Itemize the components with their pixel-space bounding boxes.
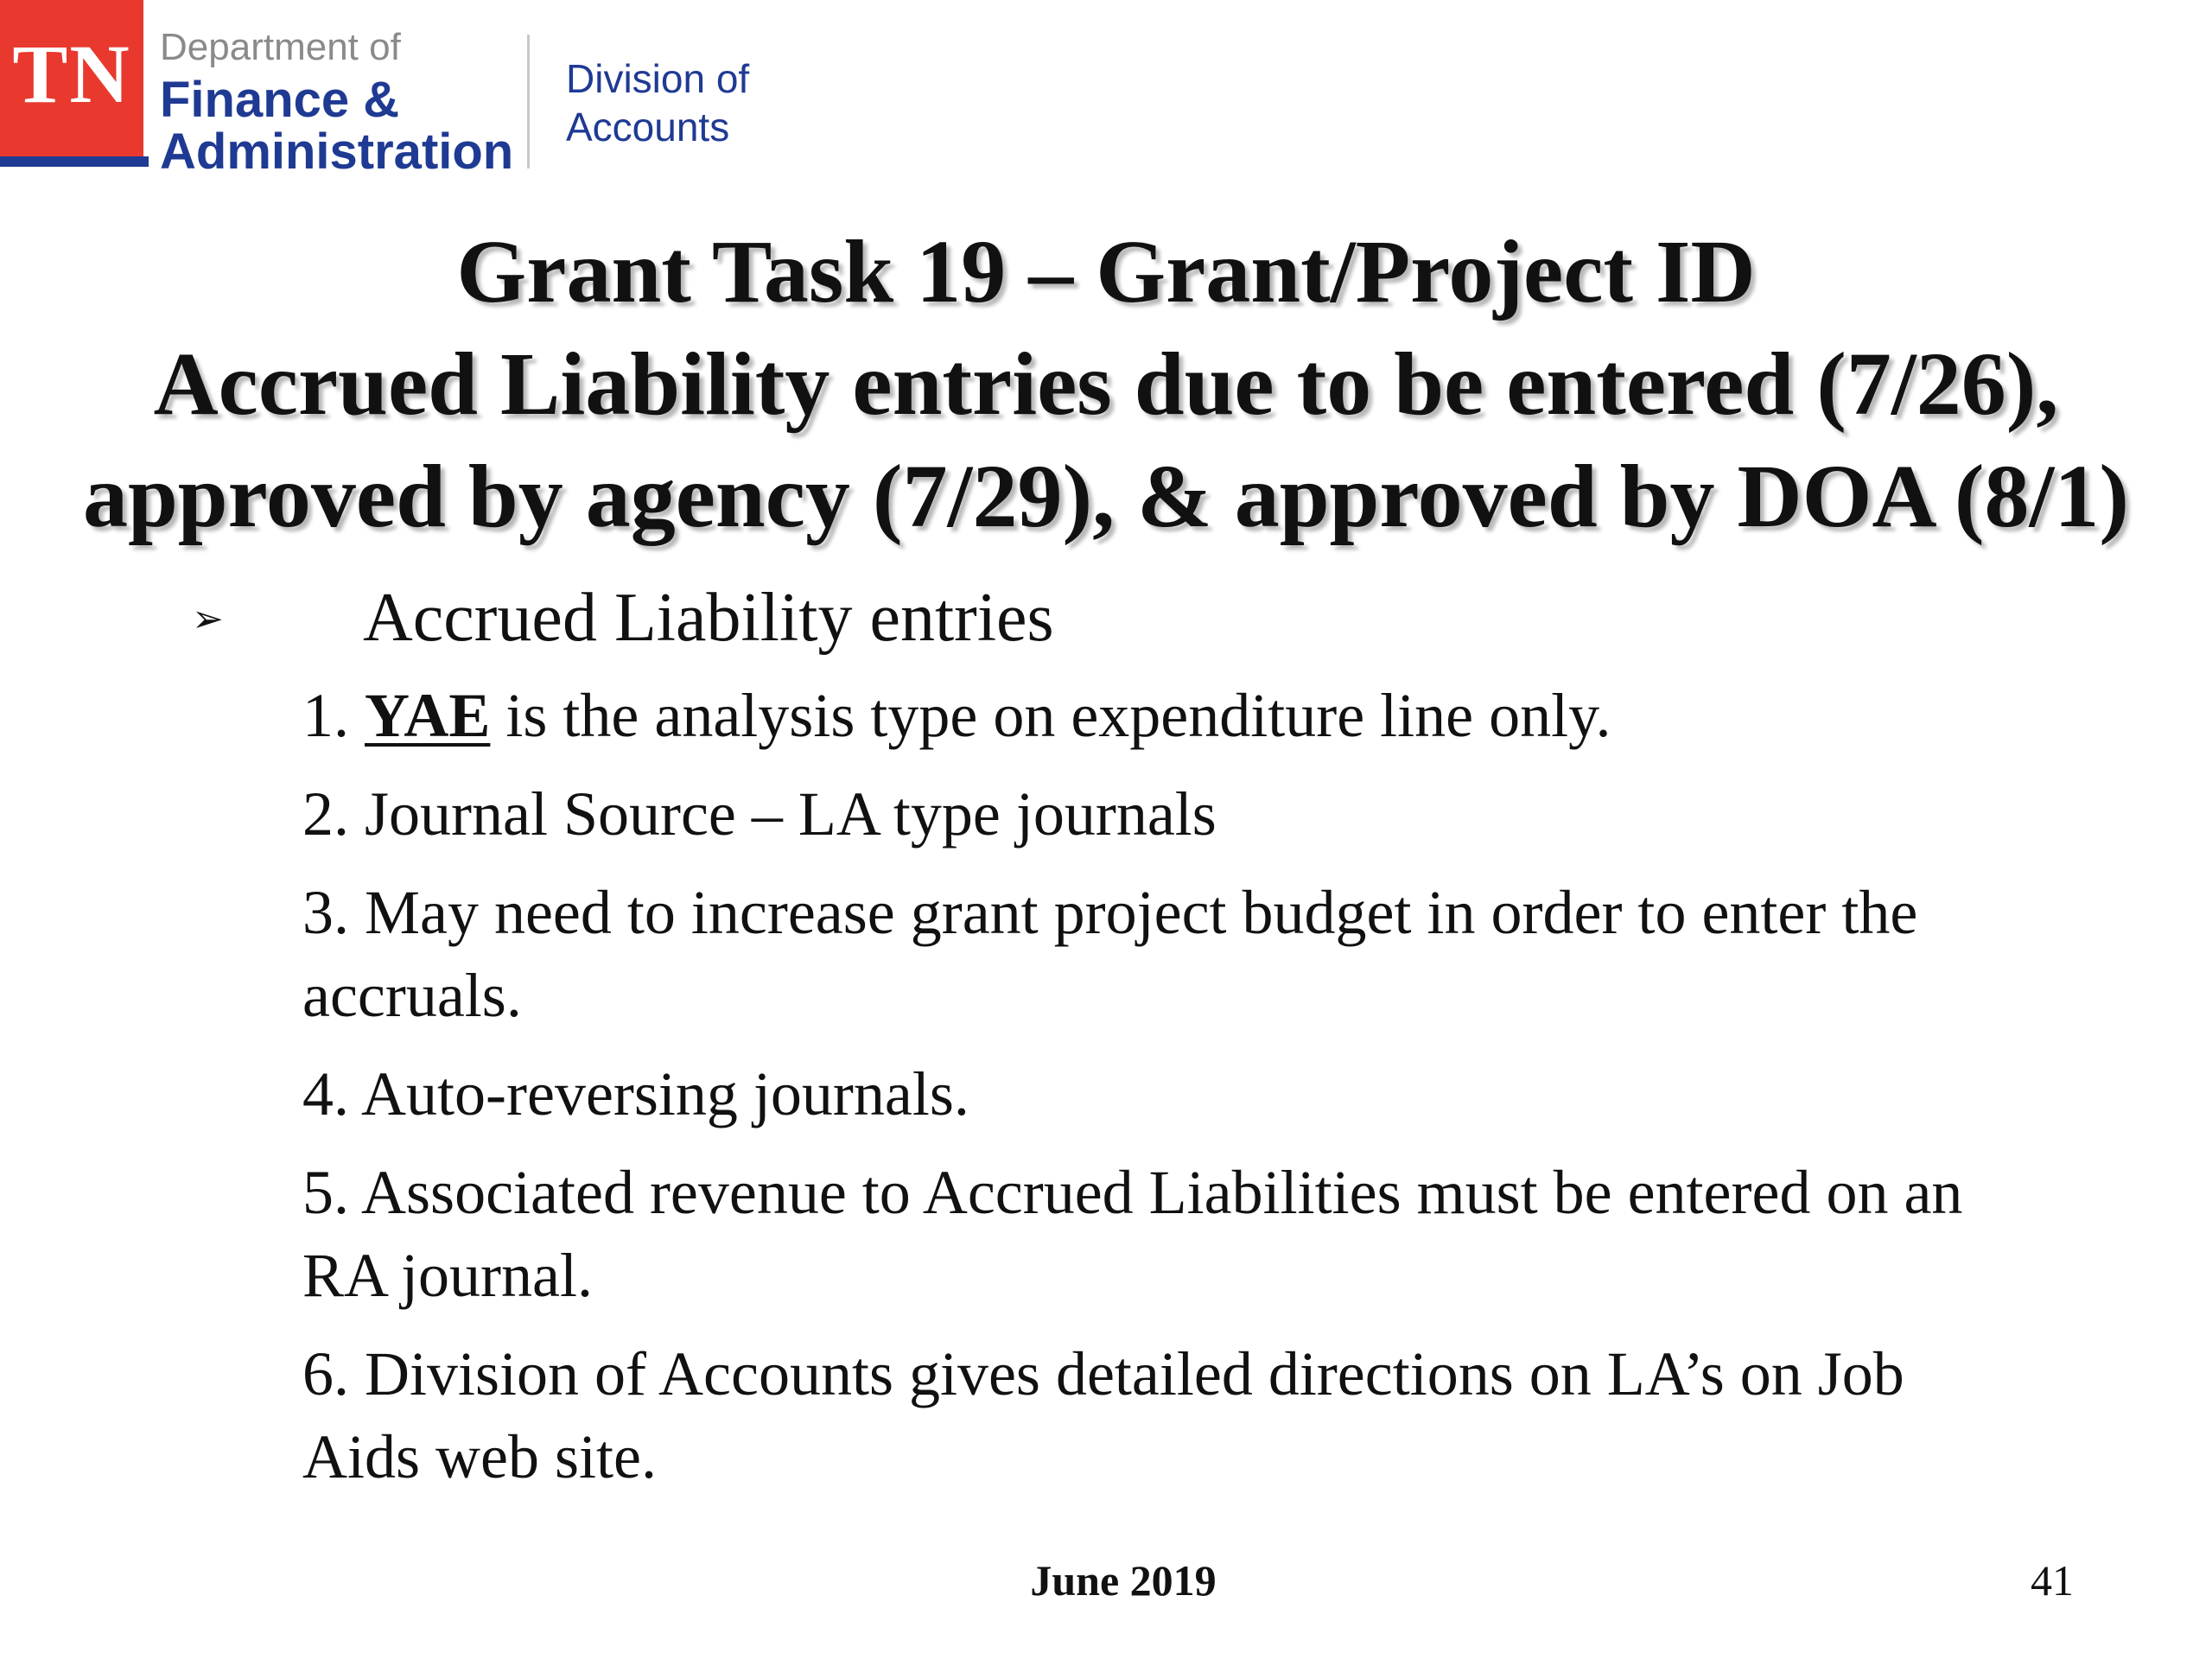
- slide-number: 41: [2031, 1556, 2074, 1605]
- list-number: 6.: [302, 1339, 349, 1408]
- list-item: [302, 772, 2031, 855]
- list-number: 3.: [302, 878, 349, 947]
- bullet-point: [192, 575, 1054, 668]
- arrowhead-bullet-icon: ➢: [192, 596, 224, 641]
- list-item: [302, 871, 2031, 1037]
- title-line: Accrued Liability entries due to be entered (7/26),: [153, 334, 2059, 434]
- finance-label: Finance &: [160, 72, 400, 128]
- list-text: is the analysis type on expenditure line only.: [490, 681, 1611, 750]
- accounts-label: Accounts: [566, 105, 730, 149]
- list-text: Auto-reversing journals.: [361, 1059, 969, 1128]
- tn-blue-underline: [0, 156, 149, 167]
- title-line: approved by agency (7/29), & approved by DOA (8/1): [82, 447, 2130, 546]
- list-number: 4.: [302, 1059, 349, 1128]
- list-item: [302, 1052, 2031, 1135]
- tn-logo-text: TN: [12, 27, 131, 120]
- list-text: Associated revenue to Accrued Liabilities must be entered on an RA journal.: [302, 1158, 1963, 1310]
- administration-label: Administration: [160, 124, 514, 180]
- numbered-list: [302, 674, 2031, 1514]
- list-item: [302, 674, 2031, 757]
- logo-divider: [527, 35, 530, 168]
- list-text: Journal Source – LA type journals: [365, 779, 1217, 849]
- list-item: [302, 1332, 2031, 1498]
- department-of-label: Department of: [160, 26, 401, 68]
- yae-emphasis: YAE: [365, 681, 491, 750]
- slide-title: [17, 216, 2195, 553]
- list-text: Division of Accounts gives detailed directions on LA’s on Job Aids web site.: [302, 1339, 1904, 1491]
- title-line: Grant Task 19 – Grant/Project ID: [456, 222, 1756, 321]
- footer-date: June 2019: [1030, 1556, 1217, 1605]
- tn-finance-admin-logo: [0, 0, 778, 180]
- division-of-label: Division of: [566, 56, 750, 101]
- list-number: 1.: [302, 681, 349, 750]
- bullet-text: Accrued Liability entries: [363, 580, 1054, 656]
- list-number: 2.: [302, 779, 349, 849]
- list-item: [302, 1151, 2031, 1317]
- list-number: 5.: [302, 1158, 349, 1227]
- list-text: May need to increase grant project budget in order to enter the accruals.: [302, 878, 1918, 1030]
